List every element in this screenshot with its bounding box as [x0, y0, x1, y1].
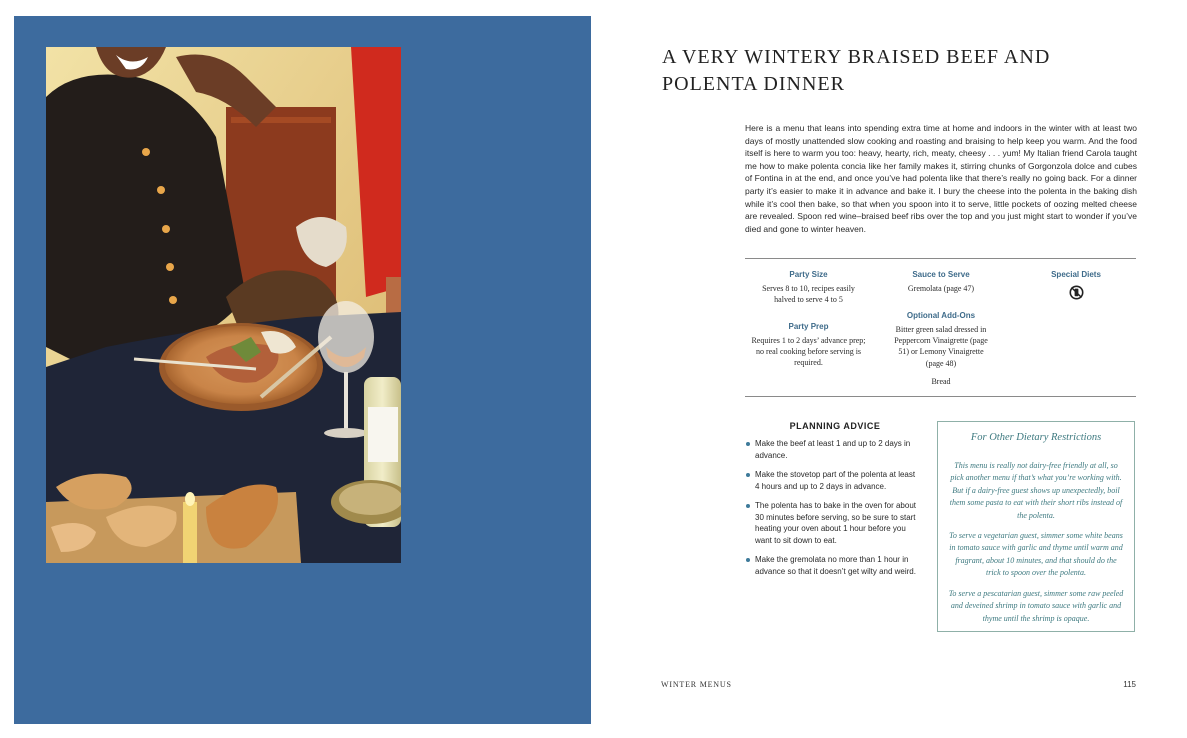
addons-bread: Bread	[931, 377, 951, 386]
dietary-restrictions-box	[937, 421, 1135, 632]
sidebar-paragraph: This menu is really not dairy-free friendly at all, so pick another menu if that’s what you’re working with. But if a dairy-free guest shows up unexpectedly, boil them some pasta to eat with their short ribs instead of the polenta.	[949, 461, 1123, 520]
list-item: Make the stovetop part of the polenta at least 4 hours and up to 2 days in advance.	[746, 469, 916, 492]
footer-section: WINTER MENUS	[661, 680, 732, 689]
sidebar-paragraph: To serve a pescatarian guest, simmer some raw peeled and deveined shrimp in tomato sauce with garlic and thyme until the shrimp is opaque.	[948, 589, 1124, 623]
sidebar-paragraph: To serve a vegetarian guest, simmer some white beans in tomato sauce with garlic and thyme until warm and fragrant, about 10 minutes, and that should do the trick to spoon over the polenta.	[949, 531, 1123, 578]
planning-heading: PLANNING ADVICE	[789, 421, 881, 431]
addons-text: Bitter green salad dressed in Peppercorn Vinaigrette (page 51) or Lemony Vinaigrette (page 48)	[894, 325, 988, 368]
page-number: 115	[1123, 680, 1136, 689]
right-page	[591, 0, 1187, 738]
menu-title: A VERY WINTERY BRAISED BEEF AND POLENTA DINNER	[662, 46, 1051, 95]
dinner-party-photo	[46, 47, 401, 563]
special-diets-heading: Special Diets	[1051, 270, 1101, 279]
sauce-heading: Sauce to Serve	[912, 270, 970, 279]
planning-list	[746, 438, 916, 585]
party-prep-heading: Party Prep	[788, 322, 829, 331]
left-page	[14, 16, 591, 724]
party-size-heading: Party Size	[789, 270, 828, 279]
list-item: The polenta has to bake in the oven for about 30 minutes before serving, so be sure to start heating your oven about 1 hour before you want to sit down to eat.	[746, 500, 916, 546]
sauce-text: Gremolata (page 47)	[907, 284, 975, 293]
intro-paragraph: Here is a menu that leans into spending extra time at home and indoors in the winter with at least two days of mostly unattended slow cooking and roasting and braising to help keep you warm. And the food itself is here to warm you too: heavy, hearty, rich, meaty, cheesy . . . yum! My Italian friend Carola taught me how to make polenta concia like her family makes it, stirring chunks of Gorgonzola dolce and cubes of Fontina in at the end, and once you’ve had polenta like that there’s really no going back. For a dinner party it’s easier to make it in advance and bake it. I bury the cheese into the polenta in the baking dish while it’s cool then bake, so that when you spoon into it to serve, little pockets of oozing melted cheese are revealed. Spoon red wine–braised beef ribs over the top and you just might start to wonder if you’ve died and gone to winter heaven.	[745, 123, 1137, 234]
addons-heading: Optional Add-Ons	[906, 311, 976, 320]
list-item: Make the gremolata no more than 1 hour in advance so that it doesn’t get wilty and weird.	[746, 554, 916, 577]
party-prep-text: Requires 1 to 2 days’ advance prep; no real cooking before serving is required.	[751, 336, 866, 368]
no-dairy-icon	[1069, 285, 1084, 300]
list-item: Make the beef at least 1 and up to 2 days in advance.	[746, 438, 916, 461]
bottom-divider	[745, 396, 1136, 397]
top-divider	[745, 258, 1136, 259]
party-size-text: Serves 8 to 10, recipes easily halved to serve 4 to 5	[762, 284, 855, 305]
sidebar-title: For Other Dietary Restrictions	[970, 432, 1102, 443]
